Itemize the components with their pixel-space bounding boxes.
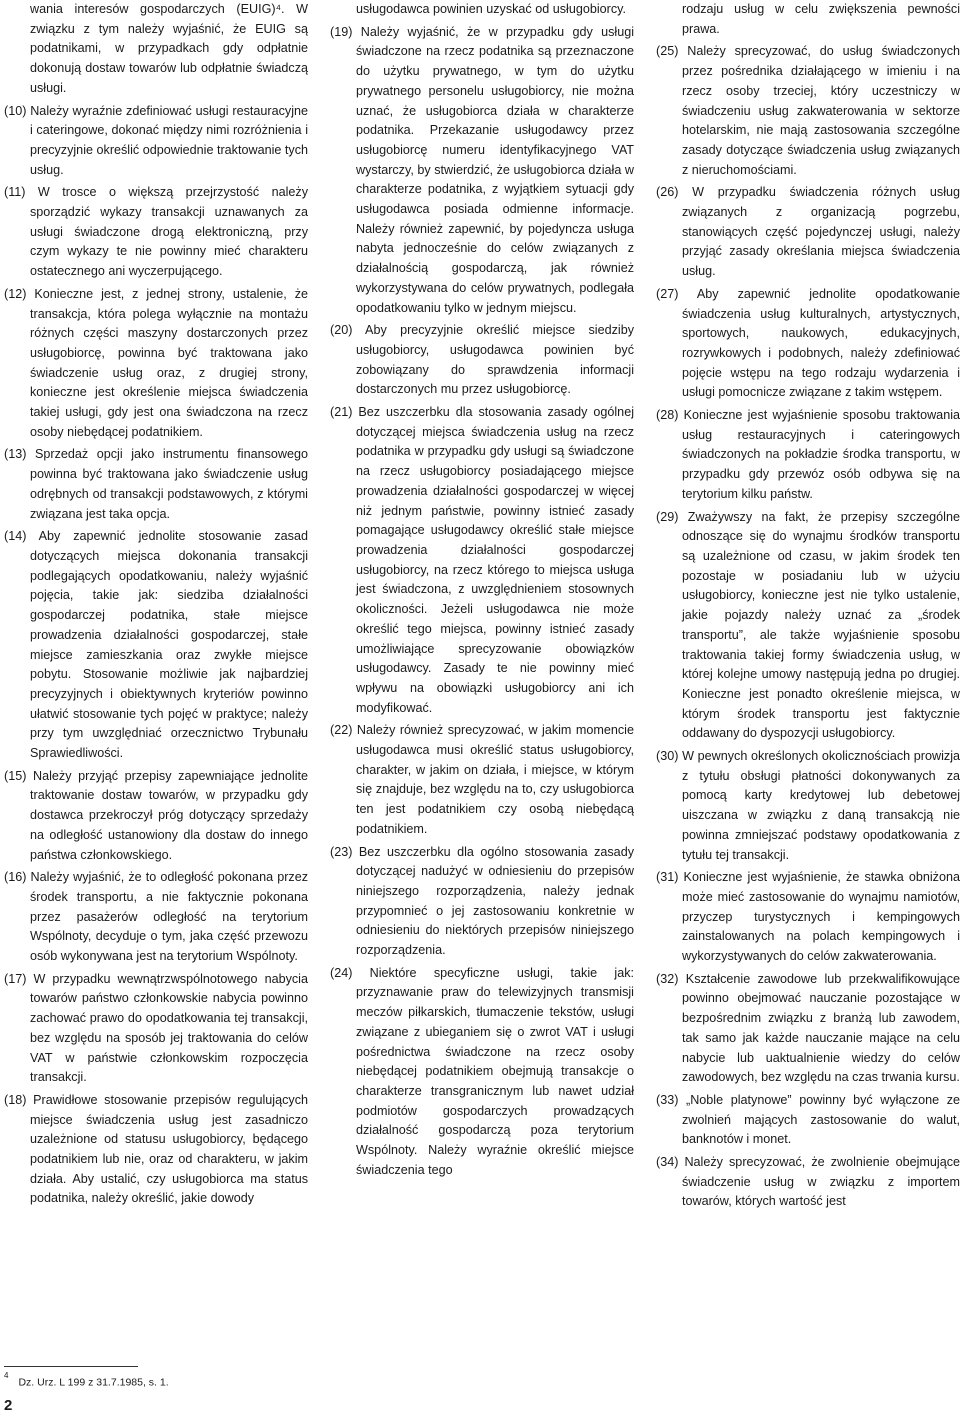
paragraph: (22) Należy również sprecyzować, w jakim momencie usługodawca musi określić status usługobiorcy, charakter, w jakim on działa, i miejsce, w którym się znajduje, bez względu na to, czy usługobiorca ten jest podatnikiem czy osobą niebędącą podatnikiem.: [330, 723, 634, 836]
paragraph: (32) Kształcenie zawodowe lub przekwalifikowujące powinno obejmować nauczanie pozostające w bezpośrednim związku z branżą lub zawodem, tak samo jak każde nauczanie mające na celu nabycie lub uaktualnienie wiedzy do celów zawodowych, bez względu na czas trwania kursu.: [656, 971, 960, 1085]
paragraph: (28) Konieczne jest wyjaśnienie sposobu traktowania usług restauracyjnych i cateringowych świadczonych na pokładzie środka transportu, w przypadku gdy przewóz osób odbywa się na terytorium kilku państw.: [656, 408, 960, 501]
paragraph: (19) Należy wyjaśnić, że w przypadku gdy usługi świadczone na rzecz podatnika są przeznaczone do użytku prywatnego, w tym do użytku prywatnego personelu usługobiorcy, nie można uznać, że usługobiorca działa w charakterze podatnika. Przekazanie usługodawcy przez usługobiorcę numeru identyfikacyjnego VAT wystarczy, by stwierdzić, że usługobiorca działa w charakterze podatnika, z wyjątkiem sytuacji gdy usługodawca posiada odmienne informacje. Należy również zapewnić, by pojedyncza usługa nabyta jednocześnie do celów związanych z działalnością gospodarczą, jak również wykorzystywana do celów prywatnych, podlegała opodatkowaniu tylko w jednym miejscu.: [330, 24, 634, 315]
footnote-separator: [4, 1366, 138, 1367]
paragraph: (10) Należy wyraźnie zdefiniować usługi restauracyjne i cateringowe, dokonać między nimi rozróżnienia i precyzyjnie określić odpowiednie traktowanie tych usług.: [4, 103, 308, 177]
paragraph: (16) Należy wyjaśnić, że to odległość pokonana przez środek transportu, a nie faktycznie pokonana przez pasażerów odległość na terytorium Wspólnoty, decyduje o tym, jaka część przewozu osób wykonywana jest na terytorium Wspólnoty.: [4, 870, 308, 964]
paragraph: (23) Bez uszczerbku dla ogólno stosowania zasady dotyczącej nadużyć w odniesieniu do przepisów niniejszego rozporządzenia, należy jednak przypomnieć o jej zastosowaniu konkretnie w odniesieniu do niektórych przepisów niniejszego rozporządzenia.: [330, 844, 634, 958]
paragraph: (12) Konieczne jest, z jednej strony, ustalenie, że transakcja, która polega wyłącznie na montażu różnych części maszyny dostarczonych przez usługobiorcę, powinna być traktowana jako świadczenie usług oraz, z drugiej strony, konieczne jest określenie miejsca świadczenia takiej usługi, gdy jest ona świadczona na rzecz osoby niebędącej podatnikiem.: [4, 286, 308, 439]
paragraph: (20) Aby precyzyjnie określić miejsce siedziby usługobiorcy, usługodawca powinien być zobowiązany do sprawdzenia informacji dostarczonych mu przez usługobiorcę.: [330, 323, 634, 397]
paragraph: (14) Aby zapewnić jednolite stosowanie zasad dotyczących miejsca dokonania transakcji podlegających opodatkowaniu, należy wyjaśnić pojęcia, takie jak: siedziba działalności gospodarczej podatnika, stałe miejsce prowadzenia działalności gospodarczej, stałe miejsce zamieszkania oraz zwykłe miejsce pobytu. Stosowanie możliwie jak najbardziej precyzyjnych i obiektywnych kryteriów powinno ułatwić stosowanie tych pojęć w praktyce; należy przy tym uwzględniać orzecznictwo Trybunału Sprawiedliwości.: [4, 529, 308, 761]
footnote-text: Dz. Urz. L 199 z 31.7.1985, s. 1.: [18, 1376, 169, 1389]
paragraph: (18) Prawidłowe stosowanie przepisów regulujących miejsce świadczenia usług jest zasadniczo uzależnione od statusu usługobiorcy, będącego podatnikiem lub nie, oraz od charakteru, w jakim działa. Aby ustalić, czy usługobiorca ma status podatnika, należy określić, jakie dowody: [4, 1092, 308, 1206]
paragraph: (21) Bez uszczerbku dla stosowania zasady ogólnej dotyczącej miejsca świadczenia usług na rzecz podatnika w przypadku gdy usługi są świadczone na rzecz usługobiorcy posiadającego miejsce prowadzenia działalności gospodarczej w więcej niż jednym państwie, powinny istnieć zasady pomagające usługodawcy określić stałe miejsce prowadzenia działalności gospodarczej usługobiorcy, na rzecz którego to miejsca usługa jest świadczona, z uwzględnieniem stosownych okoliczności. Jeżeli usługodawca nie może określić tego miejsca, powinny istnieć zasady umożliwiające sprecyzowanie obowiązków usługodawcy. Zasady te nie powinny mieć wpływu na obowiązki usługobiorcy ani ich modyfikować.: [330, 405, 634, 715]
paragraph: (25) Należy sprecyzować, do usług świadczonych przez pośrednika działającego w imieniu i na rzecz osoby trzeciej, który uczestniczy w świadczeniu usług zakwaterowania w sektorze hotelarskim, nie mają zastosowania szczególne zasady dotyczące świadczenia usług związanych z nieruchomościami.: [656, 44, 960, 177]
paragraph: (34) Należy sprecyzować, że zwolnienie obejmujące świadczenie usług w związku z importem towarów, których wartość jest: [656, 1155, 960, 1209]
paragraph: (26) W przypadku świadczenia różnych usług związanych z organizacją pogrzebu, stanowiących część pojedynczej usługi, należy przyjąć zasady określania miejsca świadczenia usług.: [656, 185, 960, 279]
paragraph: (11) W trosce o większą przejrzystość należy sporządzić wykazy transakcji uznawanych za usługi świadczone drogą elektroniczną, przy czym wykazy te nie powinny mieć charakteru ostatecznego ani wyczerpującego.: [4, 185, 308, 279]
page-number: 2: [4, 1397, 13, 1414]
paragraph: (24) Niektóre specyficzne usługi, takie jak: przyznawanie praw do telewizyjnych transmisji meczów piłkarskich, tłumaczenie tekstów, usługi związane z ubieganiem się o zwrot VAT i usługi pośrednictwa świadczone na rzecz osoby niebędącej podatnikiem obejmują transakcje o charakterze transgranicznym lub nawet udział podmiotów gospodarczych prowadzących działalność gospodarczą poza terytorium Wspólnoty. Należy wyraźnie określić miejsce świadczenia tego: [330, 965, 634, 1177]
paragraph: (15) Należy przyjąć przepisy zapewniające jednolite traktowanie dostaw towarów, w przypadku gdy dostawca przekroczył próg dotyczący sprzedaży na odległość ustanowiony dla dostaw do innego państwa członkowskiego.: [4, 768, 308, 862]
paragraph: (30) W pewnych określonych okolicznościach prowizja z tytułu obsługi płatności dokonywanych za pomocą karty kredytowej lub debetowej uiszczana w związku z daną transakcją nie powinna zmniejszać podstawy opodatkowania z tytułu tej transakcji.: [656, 749, 960, 862]
paragraph: (31) Konieczne jest wyjaśnienie, że stawka obniżona może mieć zastosowanie do wynajmu namiotów, przyczep turystycznych i kempingowych zainstalowanych na polach kempingowych i wykorzystywanych do celów zakwaterowania.: [656, 870, 960, 964]
text-column-middle: [330, 0, 634, 1183]
paragraph: (33) „Noble platynowe” powinny być wyłączone ze zwolnień mających zastosowanie do walut, banknotów i monet.: [656, 1092, 960, 1147]
footnote-mark: 4: [4, 1371, 9, 1380]
paragraph: (27) Aby zapewnić jednolite opodatkowanie świadczenia usług kulturalnych, artystycznych, sportowych, naukowych, edukacyjnych, rozrywkowych i podobnych, należy zdefiniować pojęcie wstępu na tego rodzaju wydarzenia i usługi pomocnicze związane z takim wstępem.: [656, 286, 960, 400]
paragraph: (29) Zważywszy na fakt, że przepisy szczególne odnoszące się do wynajmu środków transportu są uzależnione od czasu, w jakim środek ten pozostaje w posiadaniu lub w użyciu usługobiorcy, konieczne jest nie tylko ustalenie, jakie pojazdy należy uznać za „środek transportu”, ale także wyjaśnienie sposobu traktowania takiej formy świadczenia usług, w której kolejne umowy następują jedna po drugiej. Konieczne jest ponadto określenie miejsca, w którym środek transportu jest faktycznie oddawany do dyspozycji usługobiorcy.: [656, 509, 960, 741]
paragraph: rodzaju usług w celu zwiększenia pewności prawa.: [682, 2, 960, 36]
text-column-right: [656, 0, 960, 1215]
paragraph: (17) W przypadku wewnątrzwspólnotowego nabycia towarów państwo członkowskie nabycia powinno zachować prawo do opodatkowania tej transakcji, bez względu na sposób jej traktowania do celów VAT w państwie członkowskim rozpoczęcia transakcji.: [4, 971, 308, 1085]
paragraph: wania interesów gospodarczych (EUIG)⁴. W związku z tym należy wyjaśnić, że EUIG są podatnikami, w przypadkach gdy odpłatnie dokonują dostaw towarów lub odpłatnie świadczą usługi.: [30, 2, 308, 95]
paragraph: (13) Sprzedaż opcji jako instrumentu finansowego powinna być traktowana jako świadczenie usług odrębnych od transakcji podstawowych, z którymi związana jest taka opcja.: [4, 447, 308, 521]
paragraph: usługodawca powinien uzyskać od usługobiorcy.: [356, 2, 626, 16]
text-column-left: [4, 0, 308, 1212]
footnote: [4, 1372, 324, 1390]
